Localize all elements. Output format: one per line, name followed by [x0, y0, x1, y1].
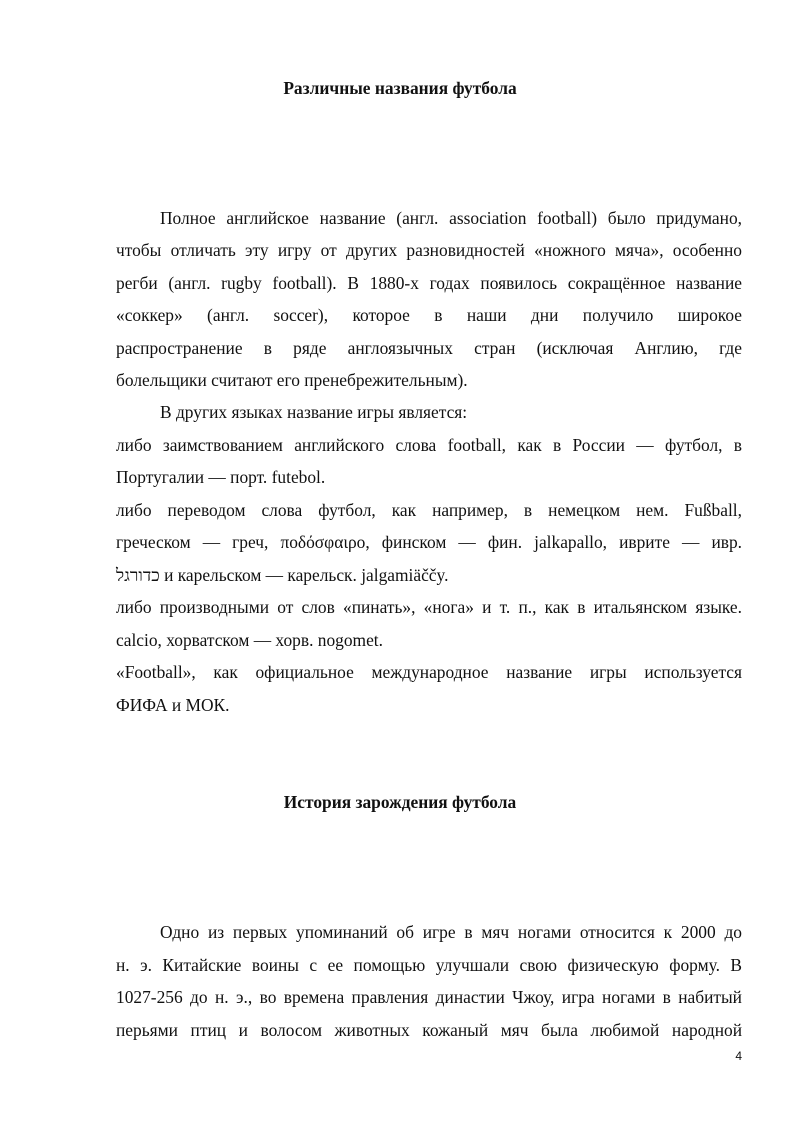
paragraph-line: 1027-256 до н. э., во времена правления династии Чжоу, игра ногами в набитый — [116, 987, 742, 1007]
paragraph-line: Полное английское название (англ. association football) было придумано, — [160, 208, 742, 228]
paragraph-line: греческом — греч, ποδόσφαιρο, финском — фин. jalkapallo, иврите — ивр. — [116, 532, 742, 552]
paragraph-line: болельщики считают его пренебрежительным). — [116, 370, 468, 390]
page-number: 4 — [735, 1049, 742, 1063]
paragraph-line: «Football», как официальное международное название игры используется — [116, 662, 742, 682]
section-title: История зарождения футбола — [283, 792, 517, 812]
paragraph-line: либо производными от слов «пинать», «нога» и т. п., как в итальянском языке. — [116, 597, 742, 617]
paragraph-line: чтобы отличать эту игру от других разновидностей «ножного мяча», особенно — [116, 240, 742, 260]
paragraph-line: либо переводом слова футбол, как например, в немецком нем. Fußball, — [116, 500, 742, 520]
paragraph-line: ФИФА и МОК. — [116, 695, 230, 715]
paragraph-line: Одно из первых упоминаний об игре в мяч ногами относится к 2000 до — [160, 922, 742, 942]
section-title: Различные названия футбола — [283, 78, 517, 98]
paragraph-line: Португалии — порт. futebol. — [116, 467, 326, 487]
paragraph-line: либо заимствованием английского слова football, как в России — футбол, в — [116, 435, 742, 455]
paragraph-line: כדורגל и карельском — карельск. jalgamiäččy. — [116, 565, 449, 585]
paragraph-line: calcio, хорватском — хорв. nogomet. — [116, 630, 383, 650]
paragraph-line: «соккер» (англ. soccer), которое в наши дни получило широкое — [116, 305, 742, 325]
paragraph-line: перьями птиц и волосом животных кожаный мяч была любимой народной — [116, 1020, 742, 1040]
paragraph-line: н. э. Китайские воины с ее помощью улучшали свою физическую форму. В — [116, 955, 742, 975]
paragraph-line: регби (англ. rugby football). В 1880-х годах появилось сокращённое название — [116, 273, 742, 293]
paragraph-line: В других языках название игры является: — [160, 402, 468, 422]
paragraph-line: распространение в ряде англоязычных стран (исключая Англию, где — [116, 338, 742, 358]
